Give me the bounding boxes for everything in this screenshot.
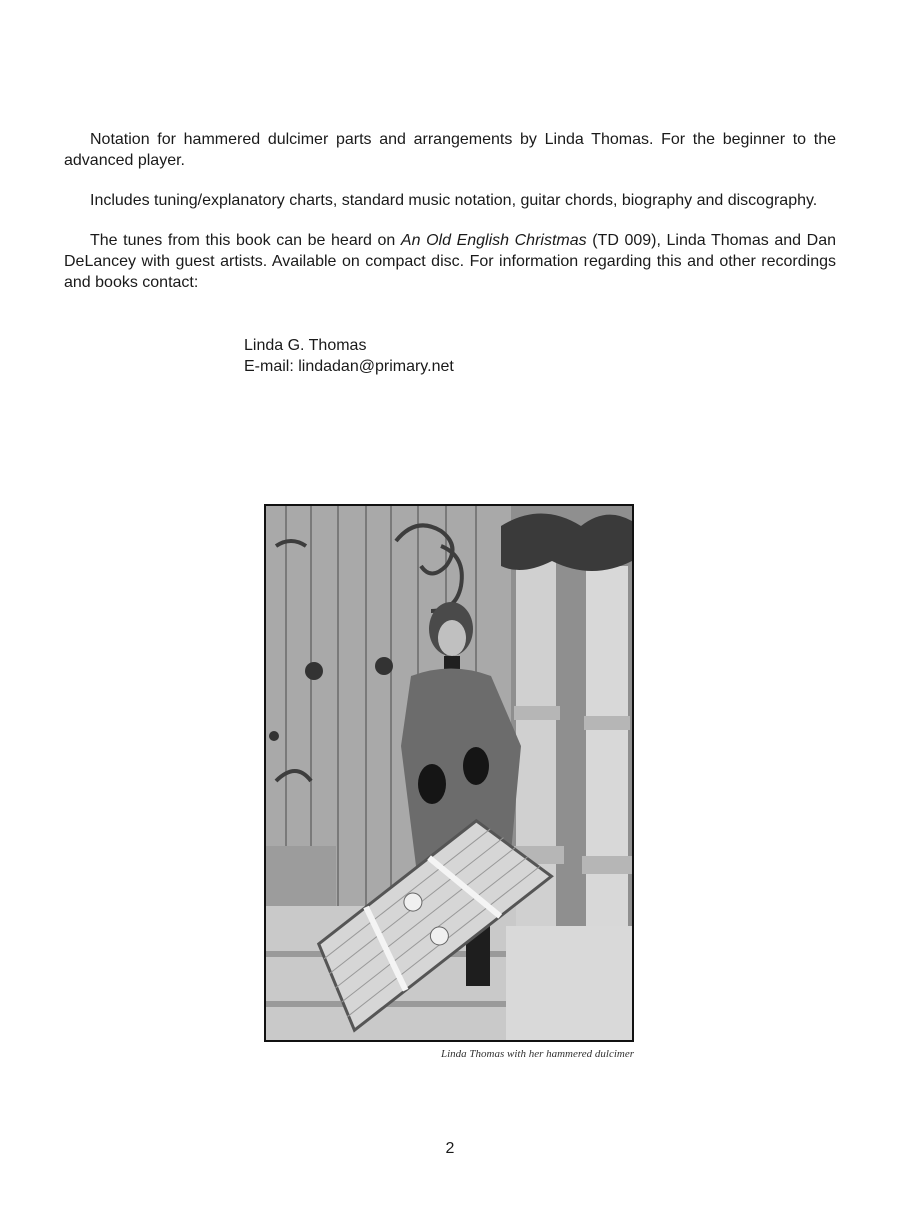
page-number: 2: [445, 1140, 455, 1157]
album-title: An Old English Christmas: [400, 232, 587, 249]
contact-name: Linda G. Thomas: [244, 337, 367, 354]
intro-text: [64, 129, 836, 312]
photo-caption: Linda Thomas with her hammered dulcimer: [440, 1048, 634, 1060]
dulcimer-photo: [266, 506, 632, 1040]
paragraph-3-rest: (TD 009), Linda Thomas and Dan DeLancey with guest artists. Available on compact disc. For information regarding this and other recordings and books contact:: [64, 232, 837, 291]
intro-paragraph-1: Notation for hammered dulcimer parts and arrangements by Linda Thomas. For the beginner to the advanced player.: [64, 131, 836, 169]
intro-paragraph-3: [64, 230, 836, 293]
photo-frame: [264, 504, 634, 1042]
contact-block: [244, 335, 454, 377]
contact-email: E-mail: lindadan@primary.net: [244, 358, 454, 375]
intro-paragraph-2: Includes tuning/explanatory charts, standard music notation, guitar chords, biography and discography.: [90, 192, 818, 209]
paragraph-3-lead: The tunes from this book can be heard on: [90, 232, 401, 249]
